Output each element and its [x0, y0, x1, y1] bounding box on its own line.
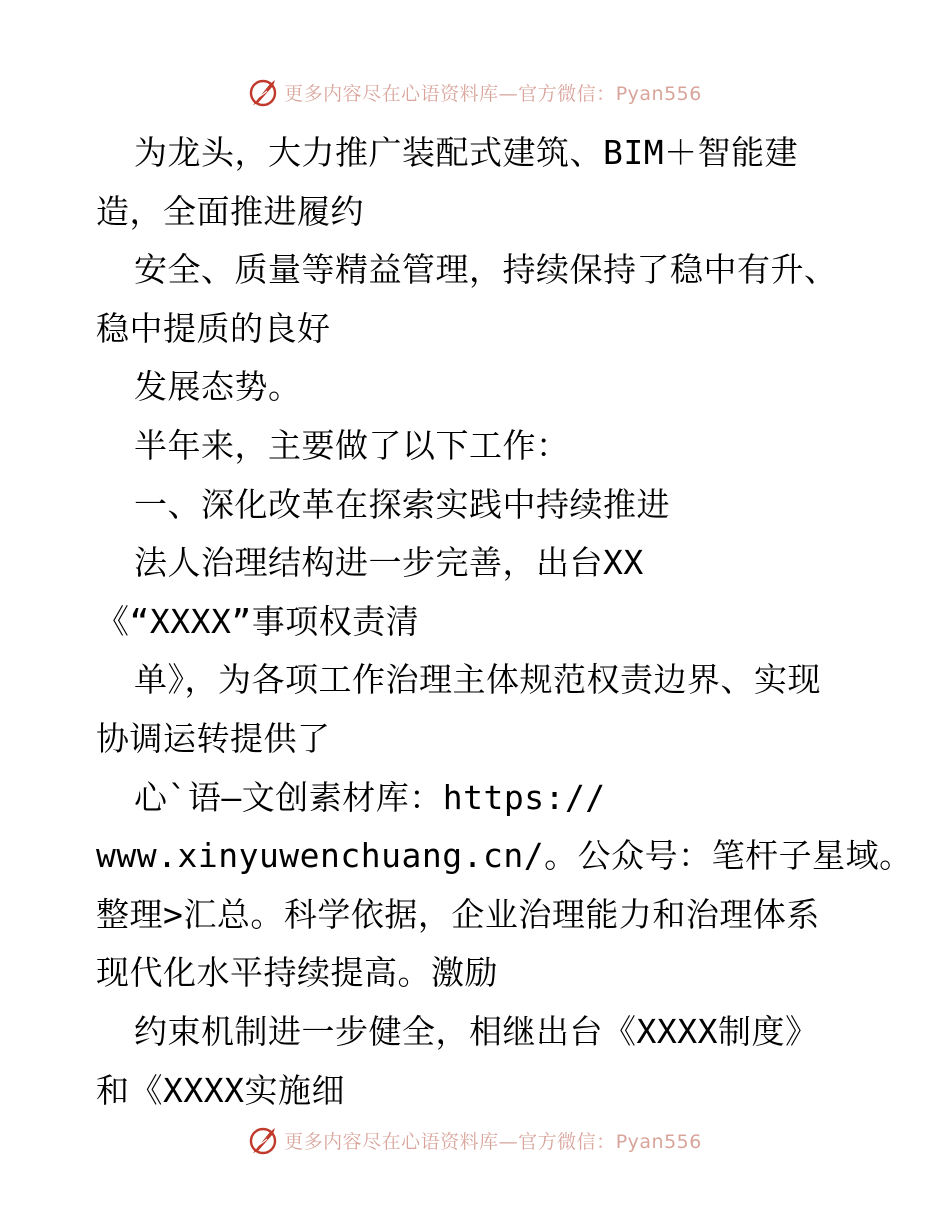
- body-line: 造，全面推进履约: [96, 191, 364, 231]
- watermark-separator: —: [498, 1130, 519, 1153]
- body-line: 法人治理结构进一步完善，出台XX: [134, 543, 644, 583]
- body-line: 发展态势。: [134, 367, 302, 407]
- body-line: 心`语—文创素材库：https://: [134, 777, 606, 817]
- watermark-official-label: 官方微信：: [518, 1130, 616, 1153]
- watermark-text: [284, 79, 702, 106]
- watermark-text: [284, 1127, 702, 1154]
- body-line: 协调运转提供了: [96, 718, 331, 758]
- watermark-brand: 更多内容尽在心语资料库: [284, 82, 499, 105]
- body-line: 整理>汇总。科学依据，企业治理能力和治理体系: [96, 894, 820, 934]
- quill-logo-icon: [248, 1124, 280, 1156]
- body-line: 现代化水平持续提高。激励: [96, 953, 498, 993]
- body-line: 和《XXXX实施细: [96, 1070, 345, 1110]
- body-line: 约束机制进一步健全，相继出台《XXXX制度》: [134, 1011, 819, 1051]
- quill-logo-icon: [248, 76, 280, 108]
- body-line: 单》，为各项工作治理主体规范权责边界、实现: [134, 660, 821, 700]
- body-line: www.xinyuwenchuang.cn/。公众号：笔杆子星域。: [96, 836, 913, 876]
- document-body: [96, 124, 913, 1120]
- body-line: 为龙头，大力推广装配式建筑、BIM＋智能建: [134, 133, 799, 172]
- header-watermark: [0, 72, 950, 112]
- watermark-account: Pyan556: [615, 1130, 702, 1153]
- watermark-separator: —: [498, 82, 519, 105]
- watermark-account: Pyan556: [615, 82, 702, 105]
- body-line: 稳中提质的良好: [96, 308, 331, 348]
- watermark-brand: 更多内容尽在心语资料库: [284, 1130, 499, 1153]
- watermark-official-label: 官方微信：: [518, 82, 616, 105]
- body-line: 半年来，主要做了以下工作：: [134, 425, 570, 465]
- footer-watermark: [0, 1120, 950, 1160]
- body-line: 安全、质量等精益管理，持续保持了稳中有升、: [134, 250, 838, 290]
- section-heading: 一、深化改革在探索实践中持续推进: [134, 484, 670, 524]
- body-line: 《“XXXX”事项权责清: [96, 601, 420, 641]
